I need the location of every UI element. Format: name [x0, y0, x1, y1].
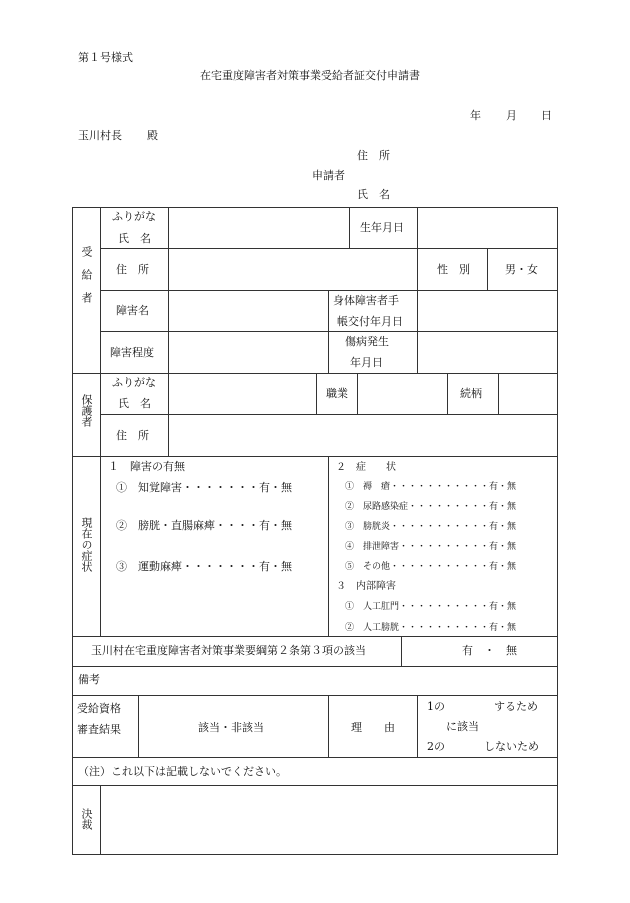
applicability-text: 玉川村在宅重度障害者対策事業要綱第２条第３項の該当 [91, 644, 366, 657]
symptom-left-item[interactable]: ③ 運動麻痺・・・・・・・有・無 [116, 560, 292, 573]
recipient-birthdate-field[interactable] [419, 209, 556, 247]
recipient-handbook-date-label-1: 身体障害者手 [333, 294, 399, 307]
guardian-name-label: 氏 名 [118, 397, 151, 410]
guardian-furigana-label: ふりがな [112, 376, 156, 389]
guardian-name-field[interactable] [170, 375, 315, 413]
recipient-address-field[interactable] [170, 250, 416, 289]
symptoms-right-heading-1: ２ 症 状 [336, 462, 396, 473]
date-day: 日 [541, 109, 552, 122]
review-label-2: 審査結果 [77, 723, 121, 736]
review-reason-2b: しないため [484, 740, 539, 753]
recipient-disability-name-field[interactable] [170, 292, 327, 330]
recipient-sex-options[interactable]: 男・女 [505, 263, 538, 276]
guardian-address-field[interactable] [170, 416, 556, 455]
recipient-handbook-date-label-2: 帳交付年月日 [337, 315, 403, 328]
recipient-address-label: 住 所 [116, 263, 149, 276]
recipient-disability-degree-label: 障害程度 [110, 346, 154, 359]
applicant-label: 申請者 [312, 169, 345, 182]
recipient-name-label: 氏 名 [118, 232, 151, 245]
review-reason-1a: 1の [427, 700, 445, 713]
guardian-section-label: 保護者 [80, 394, 93, 427]
remarks-label: 備考 [78, 673, 100, 686]
remarks-field[interactable] [110, 668, 556, 694]
review-result[interactable]: 該当・非該当 [198, 721, 264, 734]
guardian-occupation-label: 職業 [326, 387, 348, 400]
date-year: 年 [470, 109, 481, 122]
applicant-name-label: 氏 名 [357, 188, 390, 201]
symptoms-left-heading: １ 障害の有無 [108, 460, 185, 473]
recipient-handbook-date-field[interactable] [419, 292, 556, 330]
guardian-occupation-field[interactable] [359, 375, 446, 413]
guardian-relation-field[interactable] [500, 375, 556, 413]
date-month: 月 [506, 109, 517, 122]
review-reason-2a: 2の [427, 740, 445, 753]
recipient-furigana-label: ふりがな [112, 210, 156, 223]
symptoms-section-label: 現在の症状 [80, 517, 93, 572]
recipient-onset-label-2: 年月日 [350, 356, 383, 369]
symptom-left-item[interactable]: ② 膀胱・直腸麻痺・・・・有・無 [116, 519, 292, 532]
page-title: 在宅重度障害者対策事業受給者証交付申請書 [200, 69, 420, 82]
review-reason-1b: するため [494, 700, 538, 713]
symptom-right-item[interactable]: ① 人工肛門・・・・・・・・・・有・無 [345, 602, 517, 612]
recipient-section-label: 受給者 [80, 246, 93, 315]
note-text: （注）これ以下は記載しないでください。 [78, 765, 287, 778]
recipient-onset-field[interactable] [419, 333, 556, 372]
recipient-name-field[interactable] [170, 209, 348, 247]
symptom-left-item[interactable]: ① 知覚障害・・・・・・・有・無 [116, 481, 292, 494]
recipient-birthdate-label: 生年月日 [360, 221, 404, 234]
recipient-disability-name-label: 障害名 [116, 304, 149, 317]
recipient-onset-label-1: 傷病発生 [345, 335, 389, 348]
review-reason-mid: に該当 [446, 720, 479, 733]
addressee-name: 玉川村長 [78, 129, 122, 142]
review-reason-label: 理 由 [351, 721, 395, 734]
review-label-1: 受給資格 [77, 702, 121, 715]
symptoms-right-heading-2: ３ 内部障害 [336, 581, 396, 592]
guardian-relation-label: 続柄 [460, 387, 482, 400]
addressee-honorific: 殿 [147, 129, 158, 142]
symptom-right-item[interactable]: ⑤ その他・・・・・・・・・・・有・無 [345, 562, 517, 572]
symptom-right-item[interactable]: ① 褥 瘡・・・・・・・・・・・有・無 [345, 482, 517, 492]
recipient-disability-degree-field[interactable] [170, 333, 327, 372]
applicant-address-label: 住 所 [357, 149, 390, 162]
symptom-right-item[interactable]: ② 尿路感染症・・・・・・・・・有・無 [345, 502, 517, 512]
applicability-options[interactable]: 有 ・ 無 [462, 644, 517, 657]
approval-label: 決裁 [80, 808, 93, 830]
approval-field[interactable] [102, 787, 556, 853]
symptom-right-item[interactable]: ③ 膀胱炎・・・・・・・・・・・有・無 [345, 522, 517, 532]
symptom-right-item[interactable]: ② 人工膀胱・・・・・・・・・・有・無 [345, 623, 517, 633]
guardian-address-label: 住 所 [116, 429, 149, 442]
recipient-sex-label: 性 別 [437, 263, 470, 276]
form-number: 第１号様式 [78, 51, 133, 64]
symptom-right-item[interactable]: ④ 排泄障害・・・・・・・・・・有・無 [345, 542, 517, 552]
